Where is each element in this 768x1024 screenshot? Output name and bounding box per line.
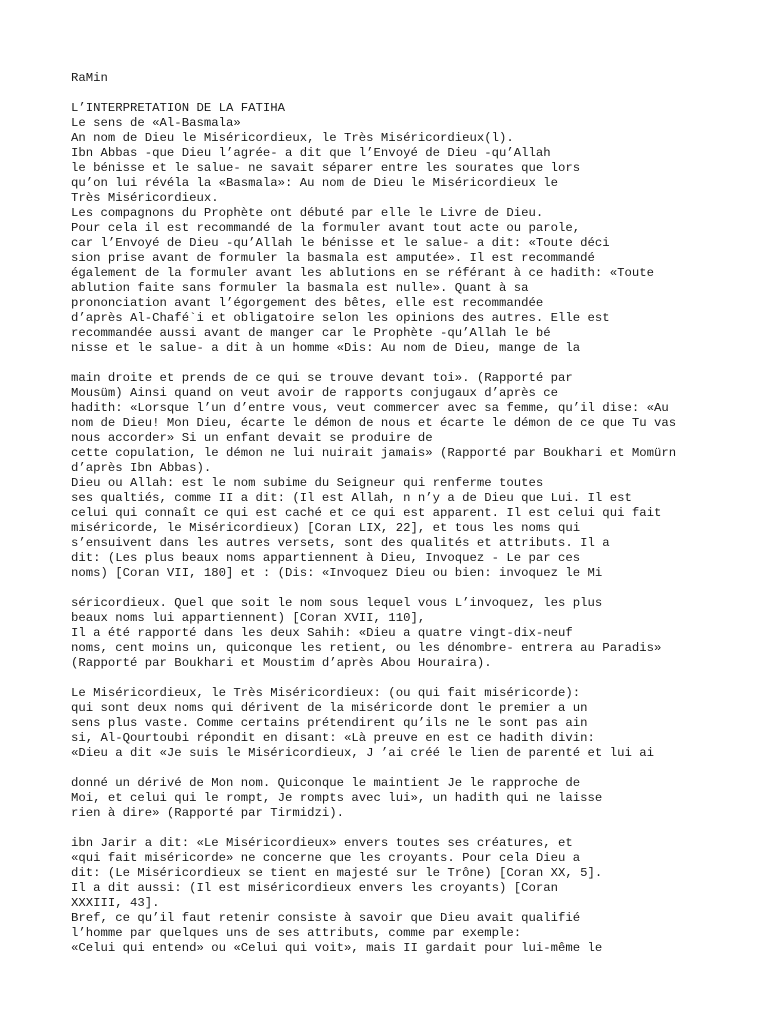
text-line: XXXIII, 43].	[71, 896, 160, 910]
text-line: s’ensuivent dans les autres versets, sont des qualités et attributs. Il a	[71, 536, 610, 550]
text-line: l’homme par quelques uns de ses attributs, comme par exemple:	[71, 926, 522, 940]
text-line: «Dieu a dit «Je suis le Miséricordieux, J ’ai créé le lien de parenté et lui ai	[71, 746, 654, 760]
text-line: également de la formuler avant les ablutions en se référant à ce hadith: «Toute	[71, 266, 654, 280]
text-line: nom de Dieu! Mon Dieu, écarte le démon de nous et écarte le démon de ce que Tu vas	[71, 416, 677, 430]
text-line: hadith: «Lorsque l’un d’entre vous, veut commercer avec sa femme, qu’il dise: «Au	[71, 401, 669, 415]
text-line: sens plus vaste. Comme certains prétendirent qu’ils ne le sont pas ain	[71, 716, 588, 730]
text-line: Il a dit aussi: (Il est miséricordieux envers les croyants) [Coran	[71, 881, 559, 895]
text-line: Le Miséricordieux, le Très Miséricordieux: (ou qui fait miséricorde):	[71, 686, 581, 700]
text-line: rien à dire» (Rapporté par Tirmidzi).	[71, 806, 345, 820]
text-line: beaux noms lui appartiennent) [Coran XVII, 110],	[71, 611, 426, 625]
text-line: ibn Jarir a dit: «Le Miséricordieux» envers toutes ses créatures, et	[71, 836, 573, 850]
text-line: Il a été rapporté dans les deux Sahih: «Dieu a quatre vingt-dix-neuf	[71, 626, 573, 640]
text-line: main droite et prends de ce qui se trouve devant toi». (Rapporté par	[71, 371, 573, 385]
text-line: car l’Envoyé de Dieu -qu’Allah le bénisse et le salue- a dit: «Toute déci	[71, 236, 610, 250]
text-line: «Celui qui entend» ou «Celui qui voit», mais II gardait pour lui-même le	[71, 941, 603, 955]
text-line: Bref, ce qu’il faut retenir consiste à savoir que Dieu avait qualifié	[71, 911, 581, 925]
text-line: Les compagnons du Prophète ont débuté par elle le Livre de Dieu.	[71, 206, 544, 220]
text-line: miséricorde, le Miséricordieux) [Coran LIX, 22], et tous les noms qui	[71, 521, 581, 535]
text-line: qu’on lui révéla la «Basmala»: Au nom de Dieu le Miséricordieux le	[71, 176, 559, 190]
text-line: d’après Ibn Abbas).	[71, 461, 212, 475]
text-line: ses qualtiés, comme II a dit: (Il est Allah, n n’y a de Dieu que Lui. Il est	[71, 491, 632, 505]
document-title: L’INTERPRETATION DE LA FATIHA	[71, 101, 286, 115]
text-line: Dieu ou Allah: est le nom subime du Seigneur qui renferme toutes	[71, 476, 544, 490]
text-line: «qui fait miséricorde» ne concerne que les croyants. Pour cela Dieu a	[71, 851, 581, 865]
text-line: (Rapporté par Boukhari et Moustim d’après Abou Houraira).	[71, 656, 492, 670]
text-line: si, Al-Qourtoubi répondit en disant: «Là preuve en est ce hadith divin:	[71, 731, 595, 745]
text-line: noms, cent moins un, quiconque les retient, ou les dénombre- entrera au Paradis»	[71, 641, 662, 655]
text-line: dit: (Les plus beaux noms appartiennent à Dieu, Invoquez - Le par ces	[71, 551, 581, 565]
text-line: prononciation avant l’égorgement des bêtes, elle est recommandée	[71, 296, 544, 310]
text-line: celui qui connaît ce qui est caché et ce qui est apparent. Il est celui qui fait	[71, 506, 662, 520]
text-line: Ibn Abbas -que Dieu l’agrée- a dit que l’Envoyé de Dieu -qu’Allah	[71, 146, 551, 160]
text-line: Mousüm) Ainsi quand on veut avoir de rapports conjugaux d’après ce	[71, 386, 559, 400]
text-line: nisse et le salue- a dit à un homme «Dis: Au nom de Dieu, mange de la	[71, 341, 581, 355]
text-line: An nom de Dieu le Miséricordieux, le Très Miséricordieux(l).	[71, 131, 514, 145]
author-name: RaMin	[71, 71, 108, 85]
text-line: nous accorder» Si un enfant devait se produire de	[71, 431, 433, 445]
text-line: cette copulation, le démon ne lui nuirait jamais» (Rapporté par Boukhari et Momürn	[71, 446, 677, 460]
text-line: recommandée aussi avant de manger car le Prophète -qu’Allah le bé	[71, 326, 551, 340]
text-line: dit: (Le Miséricordieux se tient en majesté sur le Trône) [Coran XX, 5].	[71, 866, 603, 880]
text-line: Le sens de «Al-Basmala»	[71, 116, 241, 130]
text-line: donné un dérivé de Mon nom. Quiconque le maintient Je le rapproche de	[71, 776, 581, 790]
text-line: ablution faite sans formuler la basmala est nulle». Quant à sa	[71, 281, 529, 295]
text-line: Pour cela il est recommandé de la formuler avant tout acte ou parole,	[71, 221, 581, 235]
text-line: qui sont deux noms qui dérivent de la miséricorde dont le premier a un	[71, 701, 588, 715]
text-line: Très Miséricordieux.	[71, 191, 219, 205]
text-line: le bénisse et le salue- ne savait séparer entre les sourates que lors	[71, 161, 581, 175]
text-line: séricordieux. Quel que soit le nom sous lequel vous L’invoquez, les plus	[71, 596, 603, 610]
text-line: d’après Al-Chafé`i et obligatoire selon les opinions des autres. Elle est	[71, 311, 610, 325]
text-line: Moi, et celui qui le rompt, Je rompts avec lui», un hadith qui ne laisse	[71, 791, 603, 805]
text-line: noms) [Coran VII, 180] et : (Dis: «Invoquez Dieu ou bien: invoquez le Mi	[71, 566, 603, 580]
text-line: sion prise avant de formuler la basmala est amputée». Il est recommandé	[71, 251, 595, 265]
